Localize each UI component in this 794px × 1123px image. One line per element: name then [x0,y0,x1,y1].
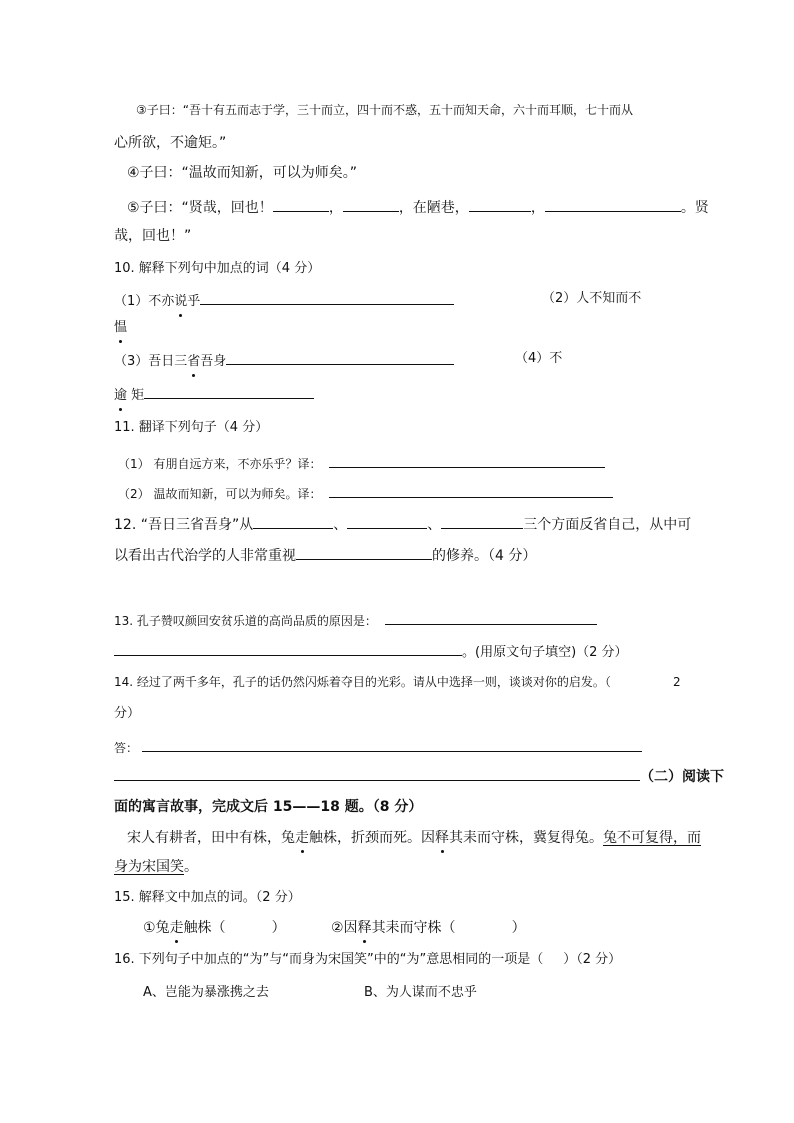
q16-title [114,950,621,970]
q16-title-end: ）（2 分） [563,952,622,967]
separator: 、 [427,517,442,533]
q16-option-b: B、为人谋而不忠乎 [364,985,477,1000]
q9-line5-pre: ⑤子曰：“贤哉，回也！ [127,200,273,216]
answer-blank[interactable] [385,609,597,625]
dotted-word: 愠 [114,318,127,338]
q14-line1: 14. 经过了两千多年，孔子的话仍然闪烁着夺目的光彩。请从中选择一则，谈谈对你的启发。（ [114,675,611,689]
answer-blank[interactable] [144,383,314,399]
q12-line2 [114,544,536,566]
answer-blank[interactable] [114,765,640,781]
q15-a-pre: ①兔 [143,920,170,936]
dotted-word: 逾 [114,386,127,406]
answer-blank[interactable] [200,289,454,305]
q9-line4: ④子曰：“温故而知新，可以为师矣。” [127,165,358,181]
dotted-word: 走 [295,830,309,846]
answer-blank[interactable] [329,482,613,498]
paren-close: ） [271,920,286,936]
separator: 、 [333,517,348,533]
q10-item4: （4）不 [515,351,563,366]
q15-b-pre: ②因 [331,920,358,936]
section2-heading-start: （二）阅读下 [640,769,724,785]
paren-close: ） [511,920,526,936]
answer-blank[interactable] [441,513,523,529]
answer-blank[interactable] [347,513,427,529]
answer-blank[interactable] [114,640,462,656]
q9-line5-mid: ，在陋巷， [398,200,469,216]
q9-line5-end: 。贤 [680,200,709,216]
dotted-word: 释 [435,830,449,846]
answer-label: 答： [114,741,139,755]
q11-sentence2 [118,482,613,504]
q15-item-b [331,918,526,938]
q16-option-a: A、岂能为暴涨携之去 [143,985,269,1000]
q15-b-post: 其耒而守株（ [371,920,456,936]
q14-line2: 分） [114,706,141,721]
story-text: 其耒而守株，冀复得兔。 [449,830,603,846]
q10-title: 10. 解释下列句中加点的词（4 分） [114,261,321,276]
q16-title-text: 16. 下列句子中加点的“为”与“而身为宋国笑”中的“为”意思相同的一项是（ [114,952,544,967]
q14-answer [114,736,642,758]
q12-line1 [114,513,691,535]
answer-blank[interactable] [253,513,333,529]
story-text: 宋人有耕者，田中有株，兔 [127,830,295,846]
q12-line2-post: 的修养。（4 分） [432,548,537,564]
q9-line5b: 哉，回也！” [114,228,192,244]
q11-sentence1-text: （1） 有朋自远方来，不亦乐乎？译： [118,457,322,471]
section2-line1 [114,765,724,787]
answer-blank[interactable] [545,196,681,212]
q13-line2 [114,640,628,663]
q10-item1-post: 乎 [187,294,201,309]
q13-line2-post: 。(用原文句子填空)（2 分） [462,645,628,660]
dotted-word: 说 [174,292,187,312]
q10-item1 [114,289,454,312]
story-line2 [114,857,198,877]
section2-line2: 面的寓言故事，完成文后 15——18 题。（8 分） [114,799,423,815]
q11-sentence1 [118,452,605,474]
q12-mid: 三个方面反省自己，从中可 [523,517,692,533]
comma: ， [328,200,343,216]
answer-blank[interactable] [469,196,531,212]
answer-blank[interactable] [226,349,454,365]
q15-item-a [143,918,286,938]
q10-item2-dot-word [114,318,127,338]
answer-blank[interactable] [343,196,399,212]
dotted-word: 释 [357,920,372,936]
q15-a-post: 触株（ [183,920,226,936]
answer-blank[interactable] [296,544,432,560]
dotted-word: 省 [187,352,200,372]
answer-blank[interactable] [142,736,642,752]
story-text: 触株，折颈而死。因 [309,830,435,846]
q9-line5 [127,196,709,218]
answer-blank[interactable] [273,196,329,212]
comma: ， [530,200,545,216]
underlined-sentence: 身为宋国笑 [114,859,184,875]
q10-item3-pre: （3）吾日三 [114,354,188,369]
q10-item4-post: 矩 [127,388,145,403]
q15-title: 15. 解释文中加点的词。（2 分） [114,890,301,905]
q11-title: 11. 翻译下列句子（4 分） [114,420,269,435]
q13-line1 [114,609,597,631]
q9-line3b: 心所欲，不逾矩。” [114,135,227,151]
q14-points: 2 [673,675,681,689]
story-text: 。 [184,859,198,875]
q10-item4-line2 [114,383,314,406]
underlined-sentence: 兔不可复得，而 [603,830,701,846]
answer-blank[interactable] [329,452,605,468]
q10-item3 [114,349,454,372]
q10-item2: （2）人不知而不 [542,291,642,306]
q11-sentence2-text: （2） 温故而知新，可以为师矣。译： [118,487,322,501]
q10-item3-post: 吾身 [200,354,227,369]
q12-line2-pre: 以看出古代治学的人非常重视 [114,548,296,564]
q10-item1-pre: （1）不亦 [114,294,175,309]
dotted-word: 走 [169,920,184,936]
story-line1 [127,828,701,848]
q13-line1-text: 13. 孔子赞叹颜回安贫乐道的高尚品质的原因是： [114,614,377,628]
q9-line3a: ③子曰：“吾十有五而志于学，三十而立，四十而不惑，五十而知天命，六十而耳顺，七十而从 [136,103,633,117]
q12-pre: 12. “吾日三省吾身”从 [114,517,254,533]
